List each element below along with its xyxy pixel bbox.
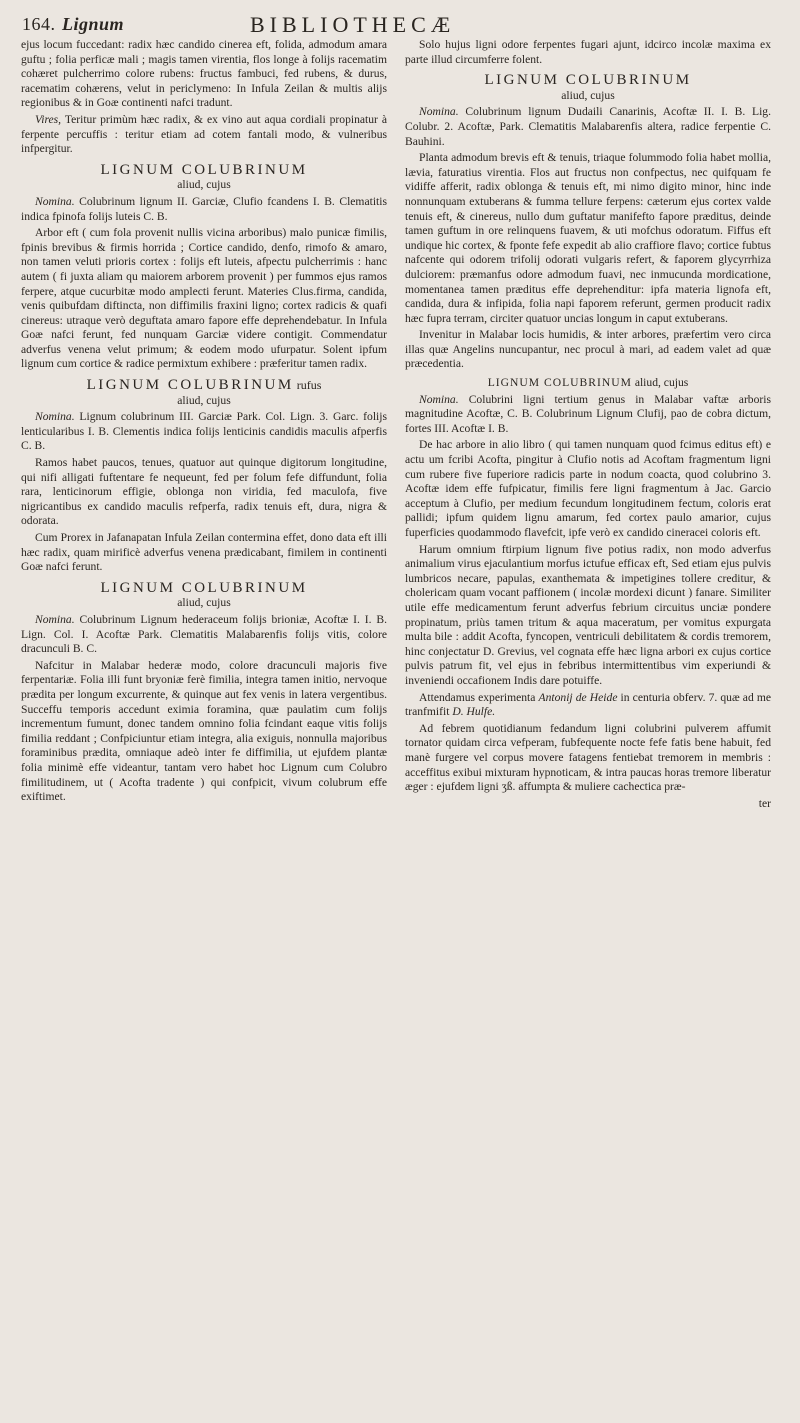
- section-heading-main: LIGNUM COLUBRINUM: [487, 376, 632, 390]
- paragraph: ejus locum fuccedant: radix hæc candido cinerea eft, folida, admodum amara guftu ; folia perficæ mali ; magis tamen virentia, flos longe à folijs racematim cohæret pulcherrimo colore rubens: fructus fambuci, fed rubens, & durus, racematim cohærens, velut in periclymeno: In Infula Zeilan & multis alijs regionibus & in Goæ continenti nafci tradunt.: [21, 38, 387, 110]
- paragraph: [21, 613, 387, 657]
- section-heading-tail: aliud, cujus: [631, 376, 689, 390]
- paragraph: Cum Prorex in Jafanapatan Infula Zeilan contermina effet, dono data eft illi hæc radix, quam mirificè adverfus venena prædicabant, fimilem in continenti Goæ nafci ferunt.: [21, 531, 387, 574]
- running-header: [22, 14, 772, 40]
- paragraph: [21, 113, 387, 157]
- section-heading: [21, 378, 387, 393]
- paragraph-label: Nomina.: [419, 392, 459, 406]
- paragraph-text: Colubrinum Lignum hederaceum folijs brioniæ, Acoftæ I. I. B. Lign. Col. I. Acoftæ Park. Clematitis Malabarenfis folijs vitis, colore dracunculi B. C.: [21, 612, 387, 656]
- section-subheading: aliud, cujus: [561, 88, 615, 102]
- paragraph: Harum omnium ftirpium lignum five potius radix, non modo adverfus animalium virus ejaculantium morfus ictufue efficax eft, Sed etiam ejus pulvis lumbricos necare, papulas, exanthemata & impetigines tollere creditur, & cholericam quam vocant paffionem ( incolæ mordexi dicunt ) fanare. Similiter utile effe medicamentum ferunt adverfus febrium circuitus unciæ pondere propinatum, priùs tamen tritum & aqua maceratum, per vomitus expurgata multa bile : addit Acofta, fyncopen, ventriculi debilitatem & cordis tremorem, hinc conjectatur D. Grevius, vel cognata effe hæc ligna arbori ex cujus cortice pulvis patrum fit, vel ejus in febribus intermittentibus vim experiundi & inveniendi occafionem Indis dare potuiffe.: [405, 542, 771, 687]
- section-subheading: aliud, cujus: [177, 178, 231, 192]
- paragraph: [21, 410, 387, 454]
- paragraph: Nafcitur in Malabar hederæ modo, colore dracunculi majoris five ferpentariæ. Folia illi funt bryoniæ ferè fimilia, integra tamen initio, nervoque prædita per longum excurrente, & quinque aut fex venis in latera vergentibus. Succeffu temporis accedunt eximia foramina, quæ paulatim cum folijs incrementum fumunt, donec tandem omnino folia fcindant eaque vitis folijs fimilia reddant ; Confpiciuntur etiam integra, alia exiguis, nonnulla majoribus foraminibus prædita, omniaque adeò inter fe diffimilia, ut ejufdem plantæ folia minimè effe videantur, tantam vero habet hoc Lignum cum Colubro fimilitudinem, ut ( Acofta tradente ) qui confpicit, vivum colubrum effe exiftimet.: [21, 658, 387, 804]
- section-subheading: aliud, cujus: [177, 393, 231, 407]
- paragraph-label: Nomina.: [35, 194, 75, 208]
- paragraph-text: in centuria obferv. 7. quæ ad me tranfmifit: [405, 690, 771, 719]
- section-heading: LIGNUM COLUBRINUM: [100, 161, 308, 178]
- paragraph: Arbor eft ( cum fola provenit nullis vicina arboribus) malo punicæ fimilis, fpinis brevibus & firmis horrida ; Cortice candido, denfo, rimofo & amaro, non tamen veluti prioris cortex : folijs eft luteis, afpectu pulcherrimis : hanc autem ( fi juxta aliam qu maiorem arborem provenit ) per fummos ejus ramos ferpere, atque cucurbitæ modo amplecti ferunt. Materies Clus.firma, candida, venis quibufdam diftincta, non diffimilis fraxini ligno; cortex radicis & quafi cinereus: utraque verò deguftata amaro fapore effe deprehendebatur. In Infula Goæ nafci ferunt, fed nunquam Garciæ videre contigit. Commendatur adverfus venena velut primum; & eodem modo ufurpatur. Solent ipfum lignum cum cortice & radice permixtum exhibere : præferitur tamen radix.: [21, 226, 387, 371]
- right-column: [405, 38, 771, 811]
- paragraph-author: D. Hulfe.: [452, 705, 496, 719]
- catchword: ter: [758, 796, 771, 810]
- paragraph: Ad febrem quotidianum fedandum ligni colubrini pulverem affumit tornator quidam circa vefperam, fubfequente nocte fefe fatis bene habuit, fed manè furgere vel corpus movere fatagens fentiebat tremorem in membris : acceffitus exibui mixturam hypnoticam, & intra paucas horas tremore liberatur æger : ejufdem ligni ʒß. affumpta & muliere cachectica præ-: [405, 721, 771, 794]
- section-subheading: aliud, cujus: [177, 596, 231, 610]
- section-heading-main: LIGNUM COLUBRINUM: [86, 377, 294, 394]
- paragraph-text: Colubrinum lignum II. Garciæ, Clufio fcandens I. B. Clematitis indica fpinofa folijs luteis C. B.: [21, 194, 387, 223]
- paragraph: Ramos habet paucos, tenues, quatuor aut quinque digitorum longitudine, qui nifi alligati fuftentare fe nequeunt, fed per folum fefe diffundunt, folia rara, lenticinorum effigie, oblonga non viridia, fed maculofa, five nigricantibus ex candido maculis refperfa, radix tenuis eft, dura, nigra & odorata.: [21, 456, 387, 528]
- running-title: BIBLIOTHECÆ: [250, 12, 456, 37]
- paragraph: [405, 393, 771, 437]
- paragraph-label: Nomina.: [419, 105, 459, 119]
- paragraph-label: Vires,: [35, 112, 62, 126]
- paragraph-label: Nomina.: [35, 410, 75, 424]
- paragraph: [21, 195, 387, 224]
- paragraph: Planta admodum brevis eft & tenuis, triaque folummodo folia habet mollia, lævia, faturatius virentia. Flos aut fructus non confpectus, nec quifquam fe vidiffe afferit, radix oblonga & tenuis eft, mi nimo digito minor, hinc inde nonnunquam extuberans & fumma tellure ferpens: cæterum ejus cortex valde tenuis eft, & cinereus, nullo dum guftatur manifefto fapore præditus, deinde tamen guftum in ore relinquens fuavem, & uti mofchus odoratum. Fiffus eft undique hic cortex, & fponte fefe expedit ab alio craffiore flavo; cortice fubtus nafcente qui odorem trifolij odorati vulgaris refert, & faporem glycyrrhiza dulciorem: præmanfus odore admodum fuavi, nec inmucunda mordicatione, momentanea tamen præditus effe deprehenditur: ipfa materia lignofa eft, candida, dura & infipida, folia napi faporem referunt, germen producit radix hæc fupra terram, circiter quatuor uncias longum in caput extuberans.: [405, 151, 771, 325]
- paragraph-text: Colubrinum lignum Dudaili Canarinis, Acoftæ II. I. B. Lig. Colubr. 2. Acoftæ, Park. Clematitis Malabarenfis altera, radice ferpentie C. Bauhini.: [405, 105, 771, 148]
- paragraph: Solo hujus ligni odore ferpentes fugari ajunt, idcirco incolæ maxima ex parte illud circumferre folent.: [405, 38, 771, 66]
- paragraph-text: Lignum colubrinum III. Garciæ Park. Col. Lign. 3. Garc. folijs lenticularibus I. B. Clementis indica folijs lenticinis candidis maculis afperfis C. B.: [21, 410, 387, 453]
- left-column: [21, 38, 387, 807]
- section-heading: LIGNUM COLUBRINUM: [484, 72, 692, 89]
- paragraph-label: Nomina.: [35, 612, 75, 626]
- paragraph: De hac arbore in alio libro ( qui tamen nunquam quod fcimus editus eft) e actu um fcribi Acofta, pingitur à Clufio notis ad Acoftam fragmentum ligni cum rubere five fuperiore radicis parte in nodum coacta, quod colubrino 3. Acoftæ idem effe fufpicatur, fimilis fere ligni fragmentum à Jac. Garcio acceptum à Clufio, per medium fecundum longitudinem fectum, coloris erat pallidi; ipfum quidem lignu amarum, fed cortex paulo amarior, cujus fuperficies quodammodo flavefcit, ipfe verò ex candido cineracei coloris eft.: [405, 438, 771, 539]
- paragraph-text: Colubrini ligni tertium genus in Malabar vaftæ arboris magnitudine Acoftæ, C. B. Colubrinum Lignum Clufij, pao de cobra dictum, fortes III. Acoftæ I. B.: [405, 392, 771, 435]
- section-heading: [405, 376, 771, 391]
- section-heading-tail: rufus: [293, 378, 322, 393]
- paragraph: [405, 691, 771, 720]
- paragraph: [405, 105, 771, 149]
- page-number: 164.: [22, 14, 56, 34]
- running-word: Lignum: [62, 14, 125, 34]
- paragraph-text: Attendamus experimenta: [419, 690, 539, 704]
- paragraph-author: Antonij de Heide: [538, 690, 618, 704]
- paragraph-text: Teritur primùm hæc radix, & ex vino aut aqua cordiali propinatur à ferpente percuffis : teritur etiam ad cotem fantali modo, & vulneribus infpergitur.: [21, 112, 387, 156]
- paragraph: Invenitur in Malabar locis humidis, & inter arbores, præfertim vero circa illas quæ Angelins nuncupantur, nec procul à mari, ad eadem valet ad quæ præcedentia.: [405, 328, 771, 371]
- section-heading: LIGNUM COLUBRINUM: [100, 579, 308, 596]
